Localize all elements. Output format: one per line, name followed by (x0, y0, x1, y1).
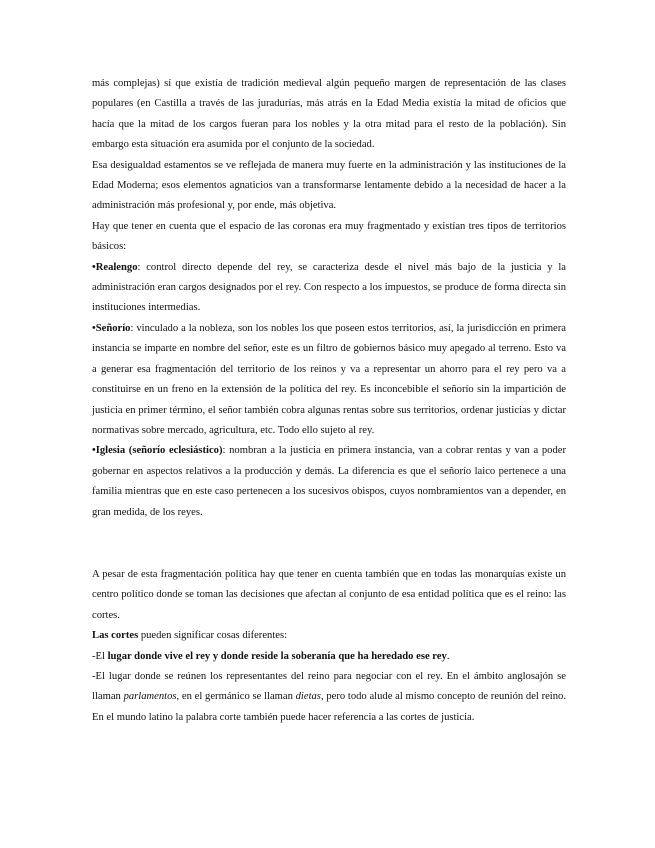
territory-description: : vinculado a la nobleza, son los nobles los que poseen estos territorios, así, la jurisdicción en primera instancia se imparte en nombre del señor, este es un filtro de gobiernos básico muy apegado al terreno. Esto va a generar esa fragmentación del territorio de los reinos y va a representar un ahorro para el rey pero va a constituirse en un freno en la extensión de la política del rey. Es inconcebible el señorío sin la impartición de justicia en primer término, el señor también cobra algunas rentas sobre sus territorios, ordenar justicias y dictar normativas sobre mercado, agricultura, etc. Todo ello sujeto al rey. (92, 322, 566, 436)
paragraph-inequality: Esa desigualdad estamentos se ve reflejada de manera muy fuerte en la administración y las instituciones de la Edad Moderna; esos elementos agnaticios van a transformarse lentamente debido a la necesidad de hacer a la administración más profesional y, por ende, más objetiva. (92, 159, 566, 212)
meaning-suffix: . (446, 650, 450, 662)
term-dietas: dietas (295, 691, 321, 703)
territory-term: Señorío (95, 322, 131, 334)
cortes-meaning-1 (92, 647, 566, 667)
territory-term: Iglesia (señorío eclesiástico) (95, 445, 223, 457)
paragraph-cortes-intro (92, 626, 566, 646)
cortes-meaning-2 (92, 667, 566, 728)
meaning-prefix: -El (92, 650, 108, 662)
text-block-bottom (92, 565, 566, 728)
meaning-text-3: , pero todo alude al mismo concepto de reunión del reino. En el mundo latino la palabra corte también puede hacer referencia a las cortes de justicia. (92, 691, 566, 723)
territory-term: Realengo (95, 261, 138, 273)
paragraph-territories-intro: Hay que tener en cuenta que el espacio de las coronas era muy fragmentado y existían tres tipos de territorios básicos: (92, 220, 566, 253)
paragraph-monarchies: A pesar de esta fragmentación política hay que tener en cuenta también que en todas las monarquías existe un centro político donde se toman las decisiones que afectan al conjunto de esa entidad política que es el reino: las cortes. (92, 569, 566, 621)
meaning-bold: lugar donde vive el rey y donde reside la soberanía que ha heredado ese rey (107, 650, 447, 662)
meaning-text-1: -El lugar donde se reúnen los representantes del reino para negociar con el rey. En el ámbito anglosajón se llaman (92, 671, 566, 703)
bullet-marker: • (92, 261, 96, 273)
territory-description: : control directo depende del rey, se caracteriza desde el nivel más bajo de la justicia y la administración eran cargos designados por el rey. Con respecto a los impuestos, se produce de forma directa sin instituciones intermedias. (92, 261, 566, 314)
bullet-marker: • (92, 445, 96, 457)
territory-senorio (92, 319, 566, 441)
territory-description: : nombran a la justicia en primera instancia, van a cobrar rentas y van a poder gobernar en aspectos relativos a la producción y demás. La diferencia es que el señorío laico pertenece a una familia mientras que en este caso pertenecen a los sucesivos obispos, cuyos nombramientos van a depender, en gran medida, de los reyes. (92, 445, 566, 518)
cortes-term: Las cortes (92, 630, 139, 642)
meaning-text-2: , en el germánico se llaman (176, 691, 296, 703)
bullet-marker: • (92, 322, 96, 334)
term-parlamentos: parlamentos (123, 691, 177, 703)
paragraph-intro: más complejas) sí que existía de tradición medieval algún pequeño margen de representación de las clases populares (en Castilla a través de las juradurías, más atrás en la Edad Media existía la mitad de oficios que hacía que la mitad de los cargos fueran para los nobles y la otra mitad para el resto de la población). Sin embargo esta situación era asumida por el conjunto de la sociedad. (92, 78, 566, 151)
cortes-intro-text: pueden significar cosas diferentes: (138, 630, 288, 642)
territory-iglesia (92, 441, 566, 523)
territory-realengo (92, 258, 566, 319)
text-block-top (92, 74, 566, 523)
